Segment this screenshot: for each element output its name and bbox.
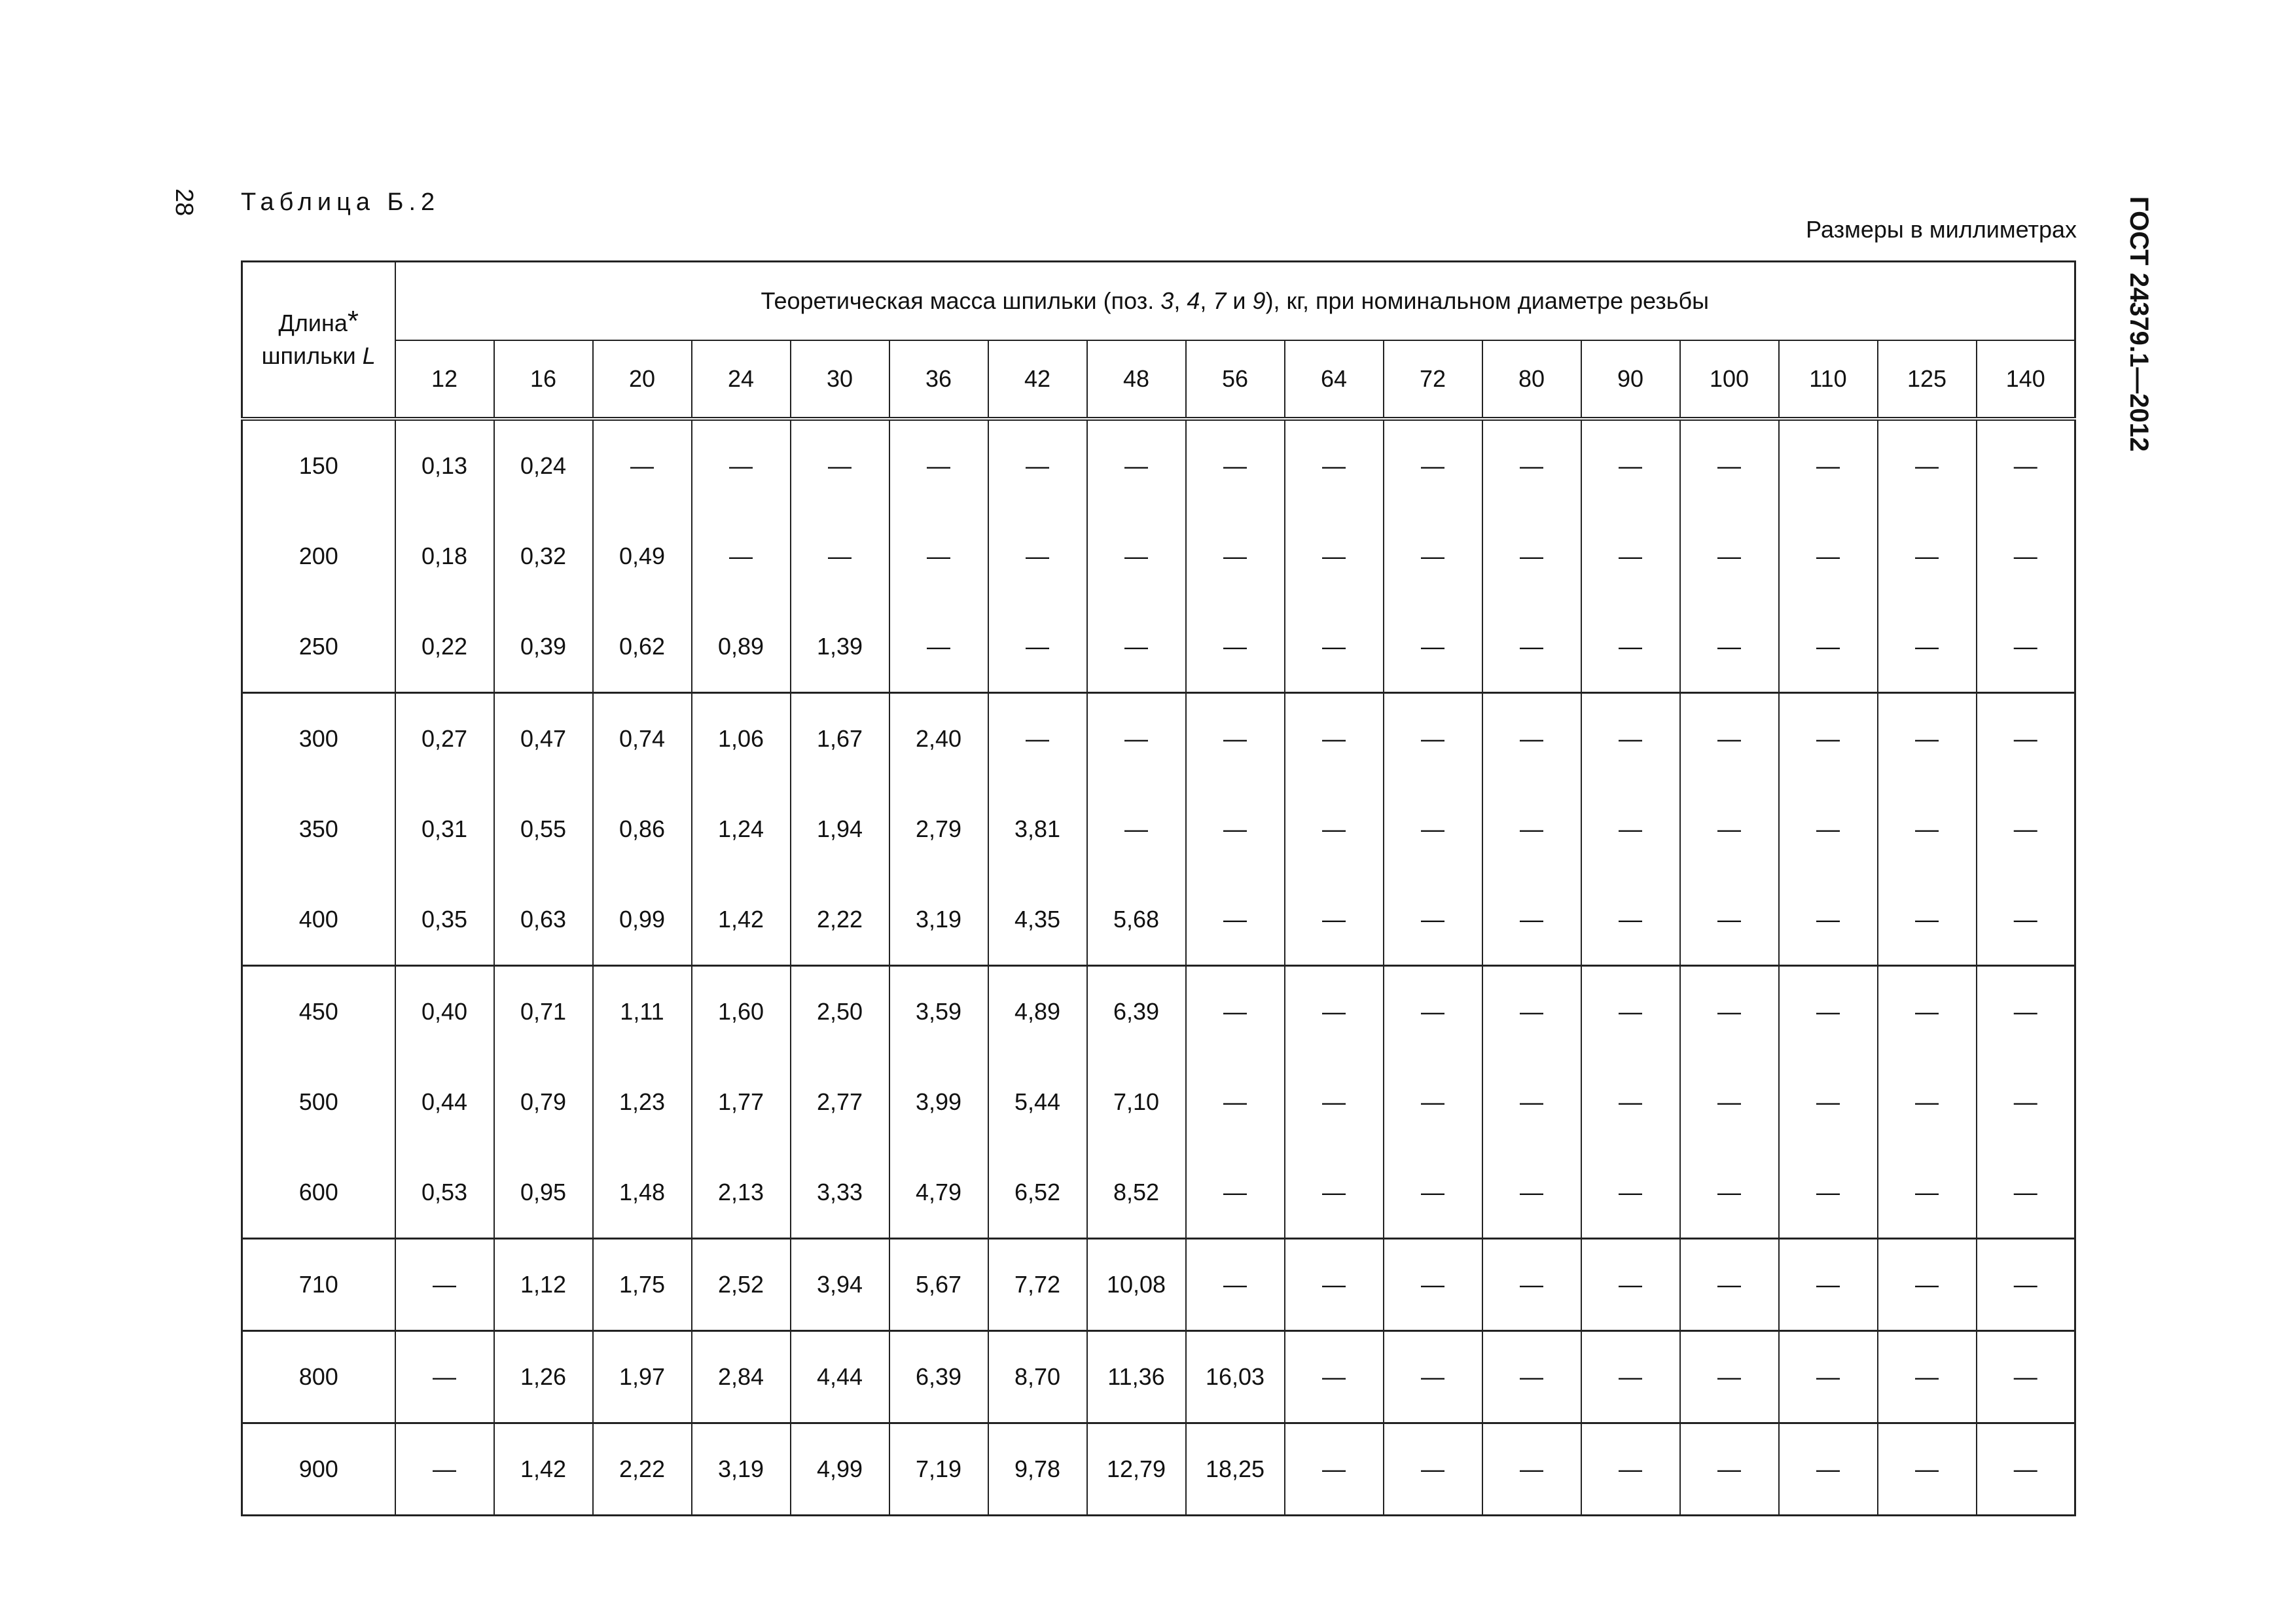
mass-cell: 1,42: [494, 1423, 593, 1516]
mass-cell: 0,95: [494, 1147, 593, 1239]
mass-cell: —: [1977, 419, 2075, 511]
mass-cell: 6,39: [889, 1331, 988, 1423]
mass-cell: 1,39: [791, 601, 889, 693]
diameter-header-cell: 20: [593, 340, 692, 419]
mass-cell: 2,52: [692, 1239, 791, 1331]
table-row: [242, 874, 2075, 966]
mass-cell: —: [1581, 419, 1680, 511]
mass-cell: 3,81: [988, 784, 1087, 874]
diameter-header-cell: 56: [1186, 340, 1285, 419]
diameter-header-cell: 80: [1482, 340, 1581, 419]
mass-cell: —: [791, 419, 889, 511]
table-row: [242, 601, 2075, 693]
mass-cell: 7,10: [1087, 1057, 1186, 1147]
mass-cell: —: [791, 511, 889, 601]
mass-cell: —: [1581, 784, 1680, 874]
mass-cell: —: [1779, 784, 1878, 874]
mass-cell: 4,79: [889, 1147, 988, 1239]
length-column-header: [242, 262, 395, 419]
mass-cell: —: [1779, 601, 1878, 693]
mass-cell: —: [1186, 693, 1285, 785]
length-cell: 250: [242, 601, 395, 693]
mass-cell: 7,72: [988, 1239, 1087, 1331]
mass-cell: 0,47: [494, 693, 593, 785]
mass-cell: —: [1878, 1147, 1977, 1239]
units-note: Размеры в миллиметрах: [1806, 216, 2077, 243]
mass-cell: —: [1384, 419, 1482, 511]
mass-cell: —: [1977, 693, 2075, 785]
mass-cell: —: [1285, 1331, 1384, 1423]
mass-cell: —: [1482, 1423, 1581, 1516]
mass-cell: —: [1087, 419, 1186, 511]
mass-cell: 1,06: [692, 693, 791, 785]
diameter-header-cell: 125: [1878, 340, 1977, 419]
mass-cell: —: [1384, 693, 1482, 785]
mass-cell: 4,89: [988, 966, 1087, 1058]
mass-cell: —: [1779, 1331, 1878, 1423]
mass-cell: 9,78: [988, 1423, 1087, 1516]
mass-cell: 4,99: [791, 1423, 889, 1516]
mass-cell: —: [988, 601, 1087, 693]
mass-cell: 2,84: [692, 1331, 791, 1423]
mass-cell: 2,40: [889, 693, 988, 785]
mass-cell: —: [1285, 1057, 1384, 1147]
mass-cell: 0,44: [395, 1057, 494, 1147]
mass-cell: —: [889, 419, 988, 511]
mass-cell: —: [1581, 1147, 1680, 1239]
mass-cell: 1,48: [593, 1147, 692, 1239]
mass-column-header: Теоретическая масса шпильки (поз. 3, 4, 7 и 9), кг, при номинальном диаметре резьбы: [395, 262, 2075, 341]
mass-cell: 3,94: [791, 1239, 889, 1331]
length-header-word2: шпильки: [261, 342, 363, 369]
mass-cell: —: [1087, 693, 1186, 785]
mass-cell: —: [988, 693, 1087, 785]
mass-cell: 1,24: [692, 784, 791, 874]
page-number: 28: [170, 188, 198, 217]
mass-cell: —: [1186, 1147, 1285, 1239]
mass-cell: —: [1384, 874, 1482, 966]
mass-cell: —: [1285, 874, 1384, 966]
mass-cell: —: [1680, 693, 1779, 785]
mass-cell: —: [1680, 601, 1779, 693]
mass-cell: —: [1186, 966, 1285, 1058]
mass-cell: 4,35: [988, 874, 1087, 966]
mass-cell: —: [593, 419, 692, 511]
mass-cell: —: [1482, 693, 1581, 785]
mass-cell: 1,11: [593, 966, 692, 1058]
mass-cell: —: [1482, 874, 1581, 966]
mass-cell: —: [1581, 1423, 1680, 1516]
mass-cell: —: [1977, 1423, 2075, 1516]
mass-cell: 3,19: [889, 874, 988, 966]
table-row: [242, 966, 2075, 1058]
length-cell: 150: [242, 419, 395, 511]
table-row: [242, 419, 2075, 511]
diameter-header-cell: 36: [889, 340, 988, 419]
table-row: [242, 511, 2075, 601]
mass-cell: —: [1977, 601, 2075, 693]
mass-cell: —: [1186, 419, 1285, 511]
length-cell: 350: [242, 784, 395, 874]
length-cell: 710: [242, 1239, 395, 1331]
diameter-header-cell: 16: [494, 340, 593, 419]
mass-cell: —: [1779, 1239, 1878, 1331]
mass-cell: 3,59: [889, 966, 988, 1058]
length-cell: 500: [242, 1057, 395, 1147]
mass-cell: 11,36: [1087, 1331, 1186, 1423]
mass-cell: 1,60: [692, 966, 791, 1058]
mass-cell: —: [1384, 784, 1482, 874]
diameter-header-cell: 90: [1581, 340, 1680, 419]
mass-cell: —: [1087, 601, 1186, 693]
mass-cell: —: [1384, 966, 1482, 1058]
mass-cell: —: [1680, 966, 1779, 1058]
diameter-header-cell: 100: [1680, 340, 1779, 419]
mass-cell: 8,70: [988, 1331, 1087, 1423]
mass-cell: —: [1285, 419, 1384, 511]
mass-cell: —: [1878, 1239, 1977, 1331]
table-row: [242, 1057, 2075, 1147]
mass-cell: —: [1779, 966, 1878, 1058]
mass-cell: —: [1878, 419, 1977, 511]
mass-cell: —: [395, 1331, 494, 1423]
mass-cell: 1,94: [791, 784, 889, 874]
mass-cell: —: [1977, 966, 2075, 1058]
mass-cell: 12,79: [1087, 1423, 1186, 1516]
mass-cell: —: [1384, 1331, 1482, 1423]
mass-cell: —: [1680, 784, 1779, 874]
mass-cell: —: [1482, 1331, 1581, 1423]
mass-cell: 0,27: [395, 693, 494, 785]
diameter-header-cell: 30: [791, 340, 889, 419]
mass-cell: —: [1087, 784, 1186, 874]
mass-cell: —: [1285, 693, 1384, 785]
length-cell: 300: [242, 693, 395, 785]
footnote-star: *: [347, 304, 359, 337]
mass-cell: —: [1581, 874, 1680, 966]
table-row: [242, 693, 2075, 785]
mass-cell: —: [1680, 1147, 1779, 1239]
mass-cell: 1,75: [593, 1239, 692, 1331]
mass-cell: —: [1878, 601, 1977, 693]
mass-cell: 0,86: [593, 784, 692, 874]
length-header-word: Длина: [278, 309, 348, 336]
diameter-header-cell: 12: [395, 340, 494, 419]
mass-cell: —: [1977, 511, 2075, 601]
mass-cell: —: [1482, 601, 1581, 693]
mass-cell: —: [1779, 693, 1878, 785]
mass-cell: —: [1482, 1057, 1581, 1147]
mass-cell: 2,77: [791, 1057, 889, 1147]
mass-cell: —: [988, 419, 1087, 511]
mass-cell: —: [1581, 511, 1680, 601]
length-cell: 800: [242, 1331, 395, 1423]
mass-cell: —: [1581, 966, 1680, 1058]
mass-table: [241, 260, 2076, 1516]
table-body: [242, 419, 2075, 1516]
mass-cell: 7,19: [889, 1423, 988, 1516]
mass-cell: 0,89: [692, 601, 791, 693]
mass-cell: —: [1087, 511, 1186, 601]
mass-cell: —: [1581, 1331, 1680, 1423]
mass-cell: —: [1285, 1239, 1384, 1331]
diameter-header-cell: 24: [692, 340, 791, 419]
mass-cell: —: [1680, 419, 1779, 511]
mass-cell: —: [889, 601, 988, 693]
mass-cell: —: [1977, 1239, 2075, 1331]
mass-cell: —: [1186, 601, 1285, 693]
mass-cell: 0,74: [593, 693, 692, 785]
diameter-header-cell: 42: [988, 340, 1087, 419]
mass-cell: —: [1878, 693, 1977, 785]
mass-cell: 1,23: [593, 1057, 692, 1147]
mass-cell: —: [1186, 1239, 1285, 1331]
mass-cell: —: [1186, 874, 1285, 966]
mass-cell: 3,99: [889, 1057, 988, 1147]
diameter-header-cell: 72: [1384, 340, 1482, 419]
mass-cell: 5,67: [889, 1239, 988, 1331]
mass-cell: —: [1878, 511, 1977, 601]
mass-cell: —: [1581, 1239, 1680, 1331]
mass-cell: —: [1977, 1147, 2075, 1239]
mass-cell: —: [889, 511, 988, 601]
mass-cell: —: [1779, 1423, 1878, 1516]
table-row: [242, 1331, 2075, 1423]
mass-cell: 0,18: [395, 511, 494, 601]
mass-cell: —: [1186, 784, 1285, 874]
mass-cell: 1,12: [494, 1239, 593, 1331]
mass-cell: —: [1878, 874, 1977, 966]
table-title: Таблица Б.2: [241, 188, 440, 216]
length-cell: 400: [242, 874, 395, 966]
mass-cell: —: [1285, 601, 1384, 693]
mass-cell: —: [1384, 1423, 1482, 1516]
mass-cell: —: [1384, 1147, 1482, 1239]
table-row: [242, 784, 2075, 874]
mass-cell: —: [395, 1423, 494, 1516]
mass-cell: 0,40: [395, 966, 494, 1058]
header-row-top: [242, 262, 2075, 341]
mass-cell: —: [1680, 1239, 1779, 1331]
diameter-header-row: [242, 340, 2075, 419]
mass-cell: —: [1581, 1057, 1680, 1147]
mass-cell: —: [1482, 1147, 1581, 1239]
mass-cell: —: [1878, 784, 1977, 874]
mass-cell: —: [1285, 784, 1384, 874]
mass-cell: —: [1285, 966, 1384, 1058]
mass-cell: 0,13: [395, 419, 494, 511]
mass-cell: —: [1977, 1331, 2075, 1423]
mass-cell: 0,62: [593, 601, 692, 693]
mass-cell: —: [1384, 601, 1482, 693]
mass-cell: 10,08: [1087, 1239, 1186, 1331]
mass-cell: 6,52: [988, 1147, 1087, 1239]
mass-cell: —: [1878, 1331, 1977, 1423]
mass-cell: —: [1680, 1331, 1779, 1423]
mass-cell: 0,31: [395, 784, 494, 874]
mass-cell: —: [1977, 784, 2075, 874]
document-code: ГОСТ 24379.1—2012: [2125, 196, 2153, 452]
mass-cell: 5,68: [1087, 874, 1186, 966]
mass-cell: 0,63: [494, 874, 593, 966]
mass-cell: 2,13: [692, 1147, 791, 1239]
mass-cell: —: [1285, 1423, 1384, 1516]
mass-cell: —: [1878, 1057, 1977, 1147]
mass-cell: 0,49: [593, 511, 692, 601]
mass-cell: —: [1581, 601, 1680, 693]
mass-cell: 5,44: [988, 1057, 1087, 1147]
diameter-header-cell: 110: [1779, 340, 1878, 419]
mass-cell: —: [395, 1239, 494, 1331]
mass-cell: 0,55: [494, 784, 593, 874]
mass-cell: —: [1285, 1147, 1384, 1239]
mass-cell: —: [988, 511, 1087, 601]
mass-cell: 0,99: [593, 874, 692, 966]
mass-cell: 0,35: [395, 874, 494, 966]
mass-cell: 8,52: [1087, 1147, 1186, 1239]
mass-cell: 2,79: [889, 784, 988, 874]
mass-cell: —: [1384, 1239, 1482, 1331]
mass-cell: 1,42: [692, 874, 791, 966]
mass-cell: —: [1482, 419, 1581, 511]
mass-cell: —: [1186, 1057, 1285, 1147]
mass-cell: —: [1680, 511, 1779, 601]
mass-cell: —: [1779, 874, 1878, 966]
mass-cell: —: [1482, 1239, 1581, 1331]
length-variable: L: [362, 342, 376, 369]
mass-cell: 1,97: [593, 1331, 692, 1423]
mass-cell: 18,25: [1186, 1423, 1285, 1516]
mass-cell: 3,33: [791, 1147, 889, 1239]
mass-cell: 0,53: [395, 1147, 494, 1239]
table-row: [242, 1423, 2075, 1516]
mass-cell: 2,50: [791, 966, 889, 1058]
table-row: [242, 1147, 2075, 1239]
mass-cell: —: [692, 511, 791, 601]
mass-cell: 0,71: [494, 966, 593, 1058]
mass-cell: —: [1977, 1057, 2075, 1147]
diameter-header-cell: 64: [1285, 340, 1384, 419]
mass-cell: —: [692, 419, 791, 511]
mass-cell: 16,03: [1186, 1331, 1285, 1423]
mass-cell: 0,32: [494, 511, 593, 601]
mass-cell: —: [1285, 511, 1384, 601]
mass-cell: —: [1779, 511, 1878, 601]
mass-cell: 1,67: [791, 693, 889, 785]
length-cell: 450: [242, 966, 395, 1058]
mass-cell: 0,24: [494, 419, 593, 511]
mass-cell: 2,22: [791, 874, 889, 966]
diameter-header-cell: 140: [1977, 340, 2075, 419]
mass-cell: —: [1680, 1423, 1779, 1516]
mass-cell: —: [1581, 693, 1680, 785]
mass-cell: —: [1384, 1057, 1482, 1147]
mass-cell: —: [1680, 874, 1779, 966]
mass-cell: 1,26: [494, 1331, 593, 1423]
mass-cell: —: [1779, 419, 1878, 511]
mass-cell: 0,22: [395, 601, 494, 693]
mass-cell: —: [1680, 1057, 1779, 1147]
mass-cell: 1,77: [692, 1057, 791, 1147]
mass-cell: 2,22: [593, 1423, 692, 1516]
mass-cell: 6,39: [1087, 966, 1186, 1058]
table-row: [242, 1239, 2075, 1331]
mass-cell: —: [1384, 511, 1482, 601]
mass-cell: 0,39: [494, 601, 593, 693]
mass-cell: —: [1878, 1423, 1977, 1516]
mass-cell: —: [1779, 1147, 1878, 1239]
mass-cell: —: [1779, 1057, 1878, 1147]
mass-cell: —: [1977, 874, 2075, 966]
diameter-header-cell: 48: [1087, 340, 1186, 419]
mass-cell: 0,79: [494, 1057, 593, 1147]
length-cell: 200: [242, 511, 395, 601]
mass-cell: —: [1482, 966, 1581, 1058]
mass-cell: 4,44: [791, 1331, 889, 1423]
length-cell: 900: [242, 1423, 395, 1516]
mass-cell: 3,19: [692, 1423, 791, 1516]
mass-cell: —: [1482, 784, 1581, 874]
mass-cell: —: [1878, 966, 1977, 1058]
length-cell: 600: [242, 1147, 395, 1239]
mass-cell: —: [1186, 511, 1285, 601]
mass-cell: —: [1482, 511, 1581, 601]
